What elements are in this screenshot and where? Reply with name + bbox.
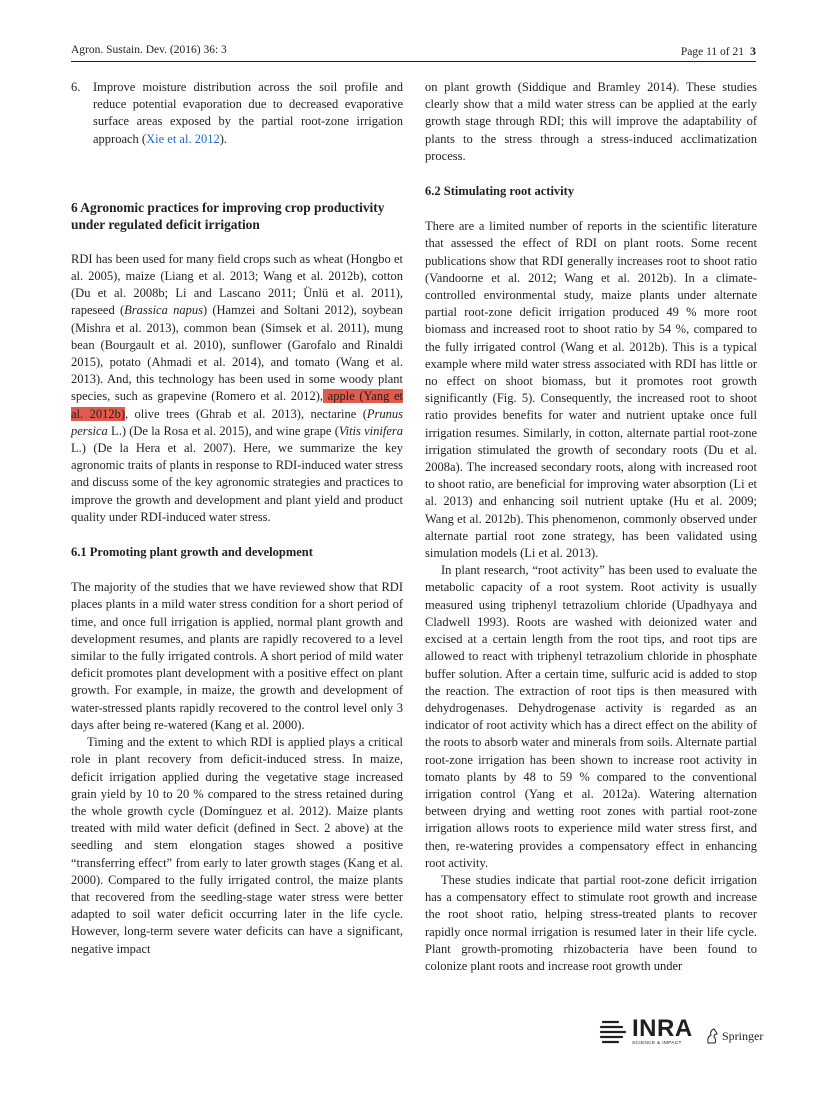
inra-word: INRA bbox=[632, 1015, 693, 1042]
springer-word: Springer bbox=[722, 1028, 764, 1043]
section-6-2-heading: 6.2 Stimulating root activity bbox=[425, 184, 575, 199]
para-text-1: RDI has been used for many field crops such as wheat (Hongbo et al. 2005), maize (Liang et al. 2013; Wang et al. 2012b), cotton (Du et al. 2008b; Li and Lascano 2011; Ünlü et al. 2011), rapeseed ( bbox=[71, 251, 403, 318]
running-header-journal: Agron. Sustain. Dev. (2016) 36: 3 bbox=[71, 44, 227, 56]
springer-logo bbox=[705, 1028, 763, 1044]
para-text-2: ) (Hamzei and Soltani 2012), soybean (Mishra et al. 2013), common bean (Simsek et al. 2011), mung bean (Bourgault et al. 2010), sunflower (Garofalo and Rinaldi 2015), potato (Ahmadi et al. 2014), and tomato (Wang et al. 2013). And, this technology has been used in some woody plant species, such as grapevine (Romero et al. 2012), bbox=[71, 303, 403, 404]
section-6-1-paragraph-1: The majority of the studies that we have reviewed show that RDI places plants in a mild water stress condition for a short period of time, and once full irrigation is applied, normal plant growth and development resumes, and plants are rapidly recovered to a level similar to the fully irrigated controls. A short period of mild water deficit promotes plant development with a positive effect on plant growth. For example, in maize, the growth and development of water-stressed plants rapidly recovered to the control level only 3 days after being re-watered (Kang et al. 2000). bbox=[71, 580, 403, 732]
section-6-2-paragraph-3: These studies indicate that partial root-zone deficit irrigation has a compensatory effect to stimulate root growth and increase the root shoot ratio, helping stress-treated plants to recover rapidly once normal irrigation is resumed later in their life cycle. Plant growth-promoting rhizobacteria have been found to colonize plant roots and increase root growth under bbox=[425, 872, 757, 973]
page-info: Page 11 of 21 bbox=[680, 46, 744, 58]
section-6-2-paragraph-2: In plant research, “root activity” has been used to evaluate the metabolic capacity of a root system. Root activity is usually measured using triphenyl tetrazolium chloride (Upadhyaya and Cladwell 1993). Roots are washed with deionized water and excised at a certain length from the root tips, and root tips are allowed to react with triphenyl tetrazolium chloride in phosphate buffer solution. After a certain time, sulfuric acid is added to stop the reaction. The extraction of root tips is then measured with dehydrogenases. Dehydrogenase activity is regarded as an indicator of root activity which has a direct effect on the ability of the roots to absorb water and minerals from soils. Alternate partial root-zone irrigation has been shown to increase root activity in tomato plants by 48 to 59 % compared to the conventional irrigation control (Yang et al. 2012a). Watering alternation between drying and wetting root zones with partial root-zone irrigation allows roots to experience mild water stress first, and then, re-watering provides a compensatory effect in enhancing root activity. bbox=[425, 563, 757, 870]
list-number: 6. bbox=[71, 80, 81, 94]
section-6-paragraph bbox=[71, 251, 403, 526]
highlighted-citation[interactable]: apple (Yang et al. 2012b) bbox=[71, 389, 404, 421]
section-6-2-paragraph-1: There are a limited number of reports in the scientific literature that assessed the effect of RDI on plant roots. Some recent publications show that RDI generally increases root to shoot ratio (Vandoorne et al. 2012; Wang et al. 2012b). In a climate-controlled environmental study, maize plants under alternate partial root-zone deficit irrigation produced 49 % more root biomass and increased root to shoot ratio by 54 %, compared to the fully irrigated control (Wang et al. 2012b). This is a typical example where mild water stress associated with RDI has little or no effect on shoot biomass, but it promotes root growth significantly (Fig. 5). Consequently, the increased root to shoot ratio provides benefits for water and nutrient uptake once full irrigation resumes. Similarly, in cotton, alternate partial root-zone irrigation stimulated the growth of secondary roots (Du et al. 2008a). The increased secondary roots, along with increased root to shoot ratio, are beneficial for improving water absorption (Li et al. 2013) and enhancing soil nutrient uptake (Hu et al. 2009; Wang et al. 2012b). This phenomenon, commonly observed under alternate partial root zone strategy, has been validated using simulation models (Li et al. 2013). bbox=[425, 219, 757, 561]
list-text bbox=[93, 79, 403, 148]
citation-link[interactable]: Xie et al. 2012 bbox=[146, 131, 220, 146]
running-header-page bbox=[681, 44, 756, 59]
species-vitis: Vitis vinifera bbox=[338, 423, 404, 438]
species-brassica: Brassica napus bbox=[124, 303, 203, 318]
inra-tagline: SCIENCE & IMPACT bbox=[632, 1041, 682, 1046]
inra-logo bbox=[600, 1016, 693, 1048]
list-item-6 bbox=[71, 79, 403, 148]
para-text-3: , olive trees (Ghrab et al. 2013), nectarine ( bbox=[124, 406, 367, 421]
species-prunus: Prunus persica bbox=[71, 406, 403, 438]
page-number: 3 bbox=[750, 44, 756, 58]
right-column bbox=[425, 79, 757, 975]
continued-paragraph: on plant growth (Siddique and Bramley 2014). These studies clearly show that a mild water stress can be applied at the early growth stage through RDI; this will improve the adaptability of plants to the stress through a stress-induced acclimatization process. bbox=[425, 80, 757, 163]
header-rule bbox=[71, 61, 756, 62]
section-6-1-paragraph-2: Timing and the extent to which RDI is applied plays a critical role in plant recovery from deficit-induced stress. In maize, deficit irrigation applied during the vegetative stage increased grain yield by 10 to 20 % compared to the stress retained during the whole growth cycle (Domínguez et al. 2012). Maize plants treated with mild water deficit (defined in Sect. 2 above) at the seedling and stem elongation stages showed a positive “transferring effect” from early to later growth stages (Kang et al. 2000). Compared to the fully irrigated control, the maize plants that recovered from the seedling-stage water stress were better adapted to soil water deficit occurring later in the life cycle. However, long-term severe water deficits can have a significant, negative impact bbox=[71, 735, 403, 956]
para-text-4: L.) (De la Rosa et al. 2015), and wine grape ( bbox=[107, 423, 339, 438]
section-6-1-heading: 6.1 Promoting plant growth and development bbox=[71, 545, 313, 560]
left-column bbox=[71, 79, 403, 958]
list-text-end: ). bbox=[219, 131, 227, 146]
inra-mark-icon bbox=[600, 1016, 630, 1048]
inra-text-block bbox=[632, 1017, 693, 1047]
para-text-5: L.) (De la Hera et al. 2007). Here, we summarize the key agronomic traits of plants in response to RDI-induced water stress and discuss some of the key agronomic strategies and practices to improve the growth and development and plant yield and product quality under RDI-induced water stress. bbox=[71, 441, 403, 524]
list-text-body: Improve moisture distribution across the soil profile and reduce potential evaporation due to decreased evaporative surface areas exposed by the partial root-zone irrigation approach ( bbox=[93, 80, 403, 146]
springer-horse-icon bbox=[705, 1028, 719, 1044]
section-6-heading: 6 Agronomic practices for improving crop productivity under regulated deficit irrigation bbox=[71, 199, 385, 233]
